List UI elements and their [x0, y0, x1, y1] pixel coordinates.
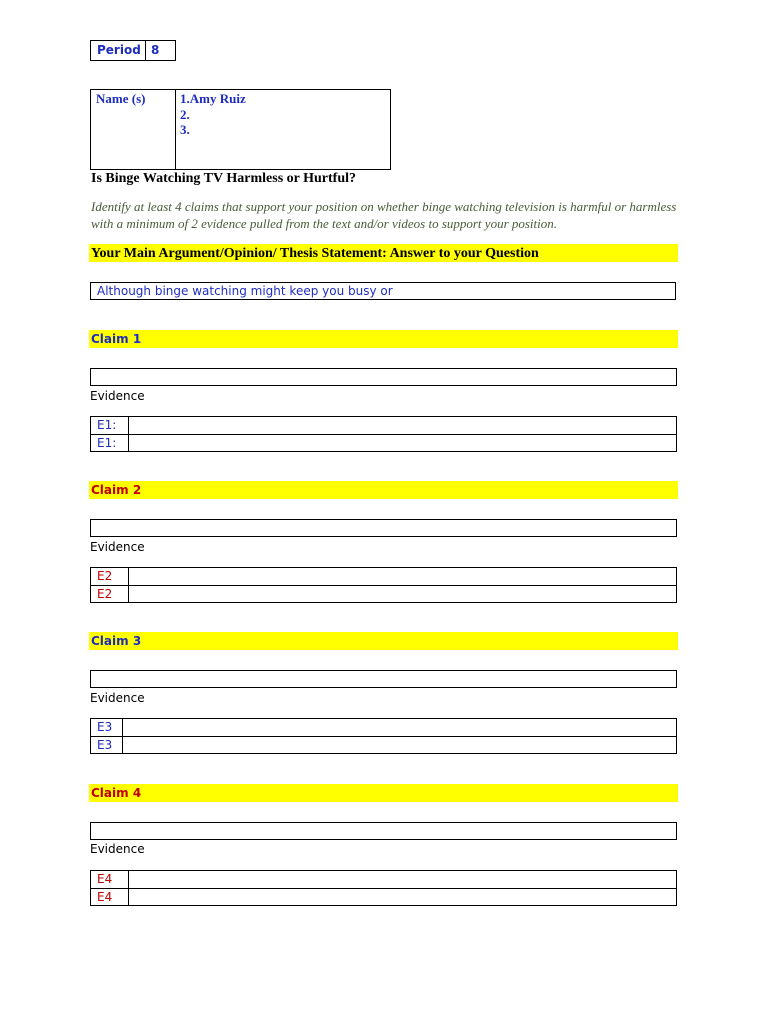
evidence-field[interactable]: [129, 435, 676, 451]
evidence-row-label: E2: [91, 568, 129, 585]
evidence-row-label: E1:: [91, 435, 129, 451]
claim-2-answer-field[interactable]: [90, 519, 677, 537]
thesis-answer-field[interactable]: Although binge watching might keep you busy or: [90, 282, 676, 300]
evidence-row-label: E2: [91, 586, 129, 602]
claim-4-label: Claim 4: [91, 786, 142, 800]
question-title: Is Binge Watching TV Harmless or Hurtful?: [91, 171, 356, 186]
claim-4-evidence-table: [90, 870, 677, 906]
instructions: Identify at least 4 claims that support your position on whether binge watching television is harmful or harmless with a minimum of 2 evidence pulled from the text and/or videos to support your position.: [91, 199, 677, 231]
evidence-field[interactable]: [129, 568, 676, 585]
evidence-field[interactable]: [123, 719, 676, 736]
evidence-row: [91, 417, 676, 434]
claim-2-evidence-table: [90, 567, 677, 603]
claim-2-label: Claim 2: [91, 483, 142, 497]
evidence-field[interactable]: [123, 737, 676, 753]
claim-1-evidence-table: [90, 416, 677, 452]
claim-3-highlight: [89, 632, 678, 650]
evidence-row: [91, 888, 676, 905]
names-list[interactable]: [176, 90, 390, 169]
claim-1-evidence-label: Evidence: [90, 389, 145, 403]
name-entry-2[interactable]: 2.: [180, 106, 190, 122]
evidence-field[interactable]: [129, 889, 676, 905]
period-label: Period: [91, 41, 146, 60]
claim-2-highlight: [89, 481, 678, 499]
period-box: [90, 40, 176, 61]
period-value[interactable]: 8: [151, 43, 160, 57]
claim-1-answer-field[interactable]: [90, 368, 677, 386]
evidence-row: [91, 568, 676, 585]
claim-3-evidence-table: [90, 718, 677, 754]
evidence-row: [91, 736, 676, 753]
evidence-row: [91, 434, 676, 451]
evidence-row: [91, 871, 676, 888]
names-label: Name (s): [91, 90, 176, 169]
evidence-row: [91, 719, 676, 736]
name-entry-1[interactable]: 1.Amy Ruiz: [180, 91, 246, 106]
evidence-field[interactable]: [129, 871, 676, 888]
claim-4-answer-field[interactable]: [90, 822, 677, 840]
evidence-row-label: E1:: [91, 417, 129, 434]
evidence-row-label: E3: [91, 719, 123, 736]
claim-3-evidence-label: Evidence: [90, 691, 145, 705]
thesis-title: Your Main Argument/Opinion/ Thesis Statement: Answer to your Question: [91, 246, 539, 261]
claim-4-highlight: [89, 784, 678, 802]
evidence-field[interactable]: [129, 586, 676, 602]
claim-4-evidence-label: Evidence: [90, 842, 145, 856]
name-entry-3[interactable]: 3.: [180, 122, 190, 137]
evidence-row-label: E4: [91, 889, 129, 905]
evidence-row: [91, 585, 676, 602]
claim-3-answer-field[interactable]: [90, 670, 677, 688]
evidence-field[interactable]: [129, 417, 676, 434]
claim-2-evidence-label: Evidence: [90, 540, 145, 554]
evidence-row-label: E4: [91, 871, 129, 888]
evidence-row-label: E3: [91, 737, 123, 753]
claim-1-highlight: [89, 330, 678, 348]
claim-3-label: Claim 3: [91, 634, 142, 648]
names-box: [90, 89, 391, 170]
claim-1-label: Claim 1: [91, 332, 142, 346]
